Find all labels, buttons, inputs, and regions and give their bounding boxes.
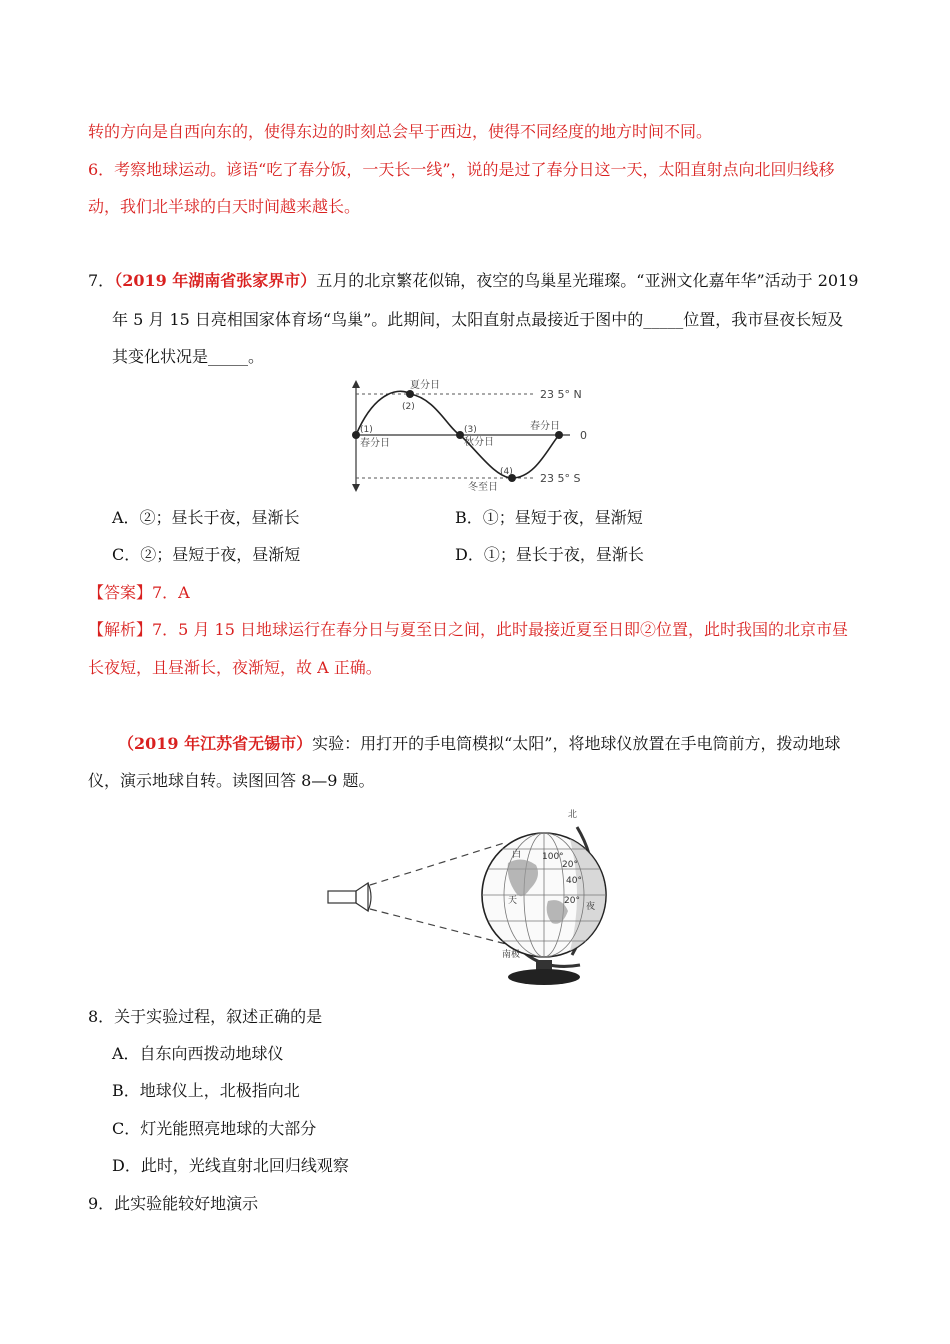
flashlight-globe-illustration [322, 805, 622, 987]
label-autumn-equinox: 秋分日 [464, 437, 494, 448]
question-7-option-a: A．②；昼长于夜，昼渐长 [112, 508, 300, 527]
point-1 [352, 431, 360, 439]
point-3 [456, 431, 464, 439]
label-p1: (1) [360, 425, 373, 435]
question-7-option-b: B．①；昼短于夜，昼渐短 [455, 508, 643, 527]
point-2 [406, 390, 414, 398]
label-tropic-south: 23 5° S [540, 472, 581, 485]
question-7-option-d: D．①；昼长于夜，昼渐长 [455, 545, 644, 564]
question-7-line2: 年 5 月 15 日亮相国家体育场“鸟巢”。此期间，太阳直射点最接近于图中的_____位置，我市昼夜长短及 [112, 310, 844, 329]
question-8-option-c: C．灯光能照亮地球的大部分 [112, 1119, 317, 1138]
globe-label-20a: 20° [562, 860, 578, 870]
globe-label-40: 40° [566, 876, 582, 886]
question-8-9-source: （2019 年江苏省无锡市） [118, 734, 313, 753]
label-tropic-north: 23 5° N [540, 388, 582, 401]
question-7-option-c: C．②；昼短于夜，昼渐短 [112, 545, 301, 564]
question-8-stem: 8．关于实验过程，叙述正确的是 [88, 1007, 323, 1026]
analysis-item-6-line2: 动，我们北半球的白天时间越来越长。 [88, 197, 361, 216]
question-8-9-intro-line1 [118, 733, 840, 755]
analysis-item-6-line1: 6．考察地球运动。谚语“吃了春分饭，一天长一线”，说的是过了春分日这一天，太阳直射点向北回归线移 [88, 160, 835, 179]
question-8-option-b: B．地球仪上，北极指向北 [112, 1081, 300, 1100]
solar-position-diagram [330, 378, 610, 496]
globe-label-north: 北 [568, 810, 578, 820]
analysis-continuation: 转的方向是自西向东的，使得东边的时刻总会早于西边，使得不同经度的地方时间不同。 [88, 122, 713, 141]
label-summer-solstice: 夏分日 [410, 380, 440, 391]
label-p4: (4) [500, 467, 513, 477]
label-p2: (2) [402, 402, 415, 412]
label-winter-solstice: 冬至日 [468, 482, 498, 493]
question-7-line1 [88, 270, 858, 292]
label-spring-equinox-left: 春分日 [360, 438, 390, 449]
question-8-9-intro-text1: 实验：用打开的手电筒模拟“太阳”，将地球仪放置在手电筒前方，拨动地球 [312, 734, 841, 753]
label-equator: 0 [580, 429, 587, 442]
globe-label-20b: 20° [564, 896, 580, 906]
question-7-answer: 【答案】7．A [88, 583, 190, 602]
question-7-source: （2019 年湖南省张家界市） [114, 271, 317, 290]
label-p3: (3) [464, 425, 477, 435]
question-9-stem: 9．此实验能较好地演示 [88, 1194, 259, 1213]
question-8-9-intro-line2: 仪，演示地球自转。读图回答 8—9 题。 [88, 771, 375, 790]
globe-label-100: 100° [542, 852, 564, 862]
globe-label-south: 南极 [502, 950, 521, 960]
globe-label-day: 白 [512, 850, 522, 860]
point-5 [555, 431, 563, 439]
question-7-number: 7． [88, 271, 115, 290]
question-8-option-d: D．此时，光线直射北回归线观察 [112, 1156, 349, 1175]
question-7-analysis-line2: 长夜短，且昼渐长，夜渐短，故 A 正确。 [88, 658, 382, 677]
flashlight-icon [328, 891, 356, 903]
question-7-line3: 其变化状况是_____。 [112, 347, 265, 366]
question-8-option-a: A．自东向西拨动地球仪 [112, 1044, 284, 1063]
globe-label-tian: 天 [508, 896, 518, 906]
question-7-text1: 五月的北京繁花似锦，夜空的鸟巢星光璀璨。“亚洲文化嘉年华”活动于 2019 [316, 271, 859, 290]
label-spring-equinox-right: 春分日 [530, 421, 560, 432]
globe-label-night: 夜 [586, 902, 596, 912]
question-7-analysis-line1: 【解析】7．5 月 15 日地球运行在春分日与夏至日之间，此时最接近夏至日即②位置，此时我国的北京市昼 [88, 620, 848, 639]
